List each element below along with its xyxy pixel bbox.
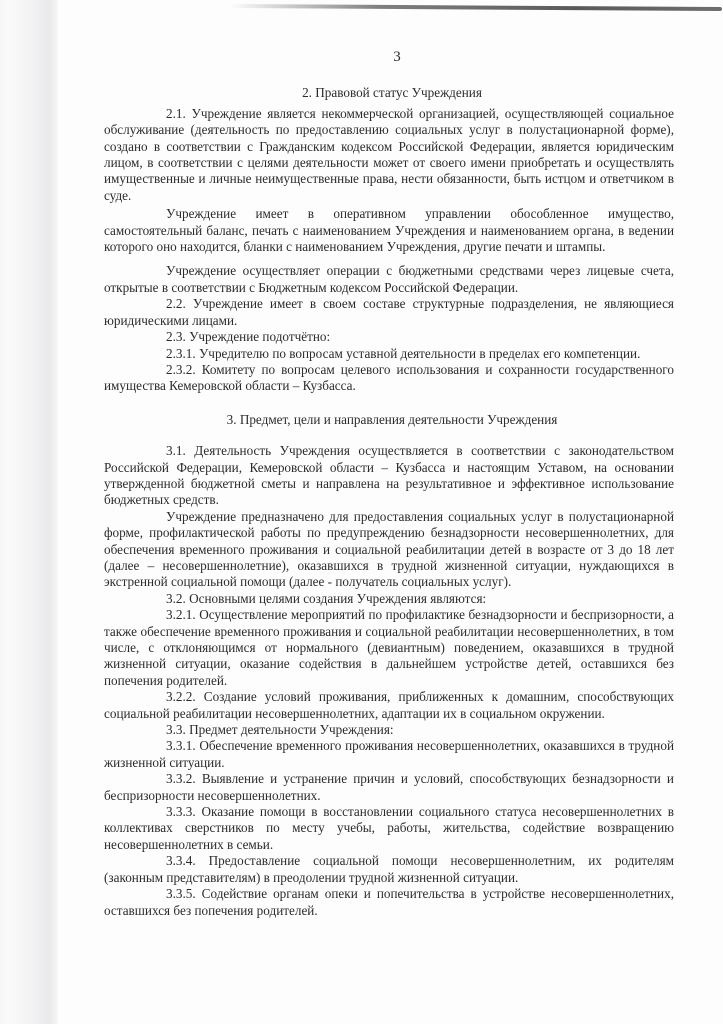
paragraph-2-1: 2.1. Учреждение является некоммерческой организацией, осуществляющей социальное обслуживание (деятельность по предоставлению социальных услуг в полустационарной форме), создано в соответствии с Гражданским кодексом Российской Федерации, является юридическим лицом, в соответствии с целями деятельности может от своего имени приобретать и осуществлять имущественные и личные неимущественные права, нести обязанности, быть истцом и ответчиком в суде. <box>104 105 674 203</box>
paragraph-3-2-2: 3.2.2. Создание условий проживания, приближенных к домашним, способствующих социальной реабилитации несовершеннолетних, адаптации их в социальном окружении. <box>104 689 674 721</box>
scan-margin-shadow <box>0 0 58 1024</box>
paragraph-2-1-budget: Учреждение осуществляет операции с бюджетными средствами через лицевые счета, открытые в соответствии с Бюджетным кодексом Российской Федерации. <box>104 263 674 295</box>
paragraph-3-2-1: 3.2.1. Осуществление мероприятий по профилактике безнадзорности и беспризорности, а также обеспечение временного проживания и социальной реабилитации несовершеннолетних, в том числе, с отклоняющимся от нормального (девиантным) поведением, оказавшихся в трудной жизненной ситуации, оказание содействия в дальнейшем устройстве детей, оставшихся без попечения родителей. <box>104 607 674 688</box>
paragraph-3-3: 3.3. Предмет деятельности Учреждения: <box>166 722 394 738</box>
paragraph-3-1-purpose: Учреждение предназначено для предоставления социальных услуг в полустационарной форме, профилактической работы по предупреждению безнадзорности несовершеннолетних, для обеспечения временного проживания и социальной реабилитации детей в возрасте от 3 до 18 лет (далее – несовершеннолетние), оказавшихся в трудной жизненной ситуации, нуждающихся в экстренной социальной помощи (далее - получатель социальных услуг). <box>104 508 674 590</box>
paragraph-2-3-2: 2.3.2. Комитету по вопросам целевого использования и сохранности государственного имущества Кемеровской области – Кузбасса. <box>104 361 674 394</box>
paragraph-3-1: 3.1. Деятельность Учреждения осуществляется в соответствии с законодательством Российской Федерации, Кемеровской области – Кузбасса и настоящим Уставом, на основании утвержденной бюджетной сметы и направлена на результативное и эффективное использование бюджетных средств. <box>104 443 674 508</box>
paragraph-3-3-4: 3.3.4. Предоставление социальной помощи несовершеннолетним, их родителям (законным представителям) в преодолении трудной жизненной ситуации. <box>104 853 674 885</box>
scan-top-edge <box>230 4 722 11</box>
paragraph-3-3-2: 3.3.2. Выявление и устранение причин и условий, способствующих безнадзорности и беспризорности несовершеннолетних. <box>104 771 674 803</box>
paragraph-3-3-5: 3.3.5. Содействие органам опеки и попечительства в устройстве несовершеннолетних, оставшихся без попечения родителей. <box>104 886 674 918</box>
paragraph-3-3-3: 3.3.3. Оказание помощи в восстановлении социального статуса несовершеннолетних в коллективах сверстников по месту учебы, работы, жительства, содействие возвращению несовершеннолетних в семьи. <box>104 804 674 852</box>
paragraph-2-3-1: 2.3.1. Учредителю по вопросам уставной деятельности в пределах его компетенции. <box>166 345 641 361</box>
section-title-2: 2. Правовой статус Учреждения <box>302 85 482 101</box>
section-title-3: 3. Предмет, цели и направления деятельности Учреждения <box>226 411 558 427</box>
paragraph-3-2: 3.2. Основными целями создания Учреждения являются: <box>166 590 487 606</box>
paragraph-3-3-1: 3.3.1. Обеспечение временного проживания несовершеннолетних, оказавшихся в трудной жизненной ситуации. <box>104 738 674 770</box>
page-number: 3 <box>393 49 401 65</box>
paragraph-2-1-property: Учреждение имеет в оперативном управлении обособленное имущество, самостоятельный баланс, печать с наименованием Учреждения и наименованием органа, в ведении которого оно находится, бланки с наименованием Учреждения, другие печати и штампы. <box>104 206 674 255</box>
document-page <box>104 49 674 919</box>
paragraph-2-3: 2.3. Учреждение подотчётно: <box>166 329 331 345</box>
paragraph-2-2: 2.2. Учреждение имеет в своем составе структурные подразделения, не являющиеся юридическими лицами. <box>104 296 674 328</box>
